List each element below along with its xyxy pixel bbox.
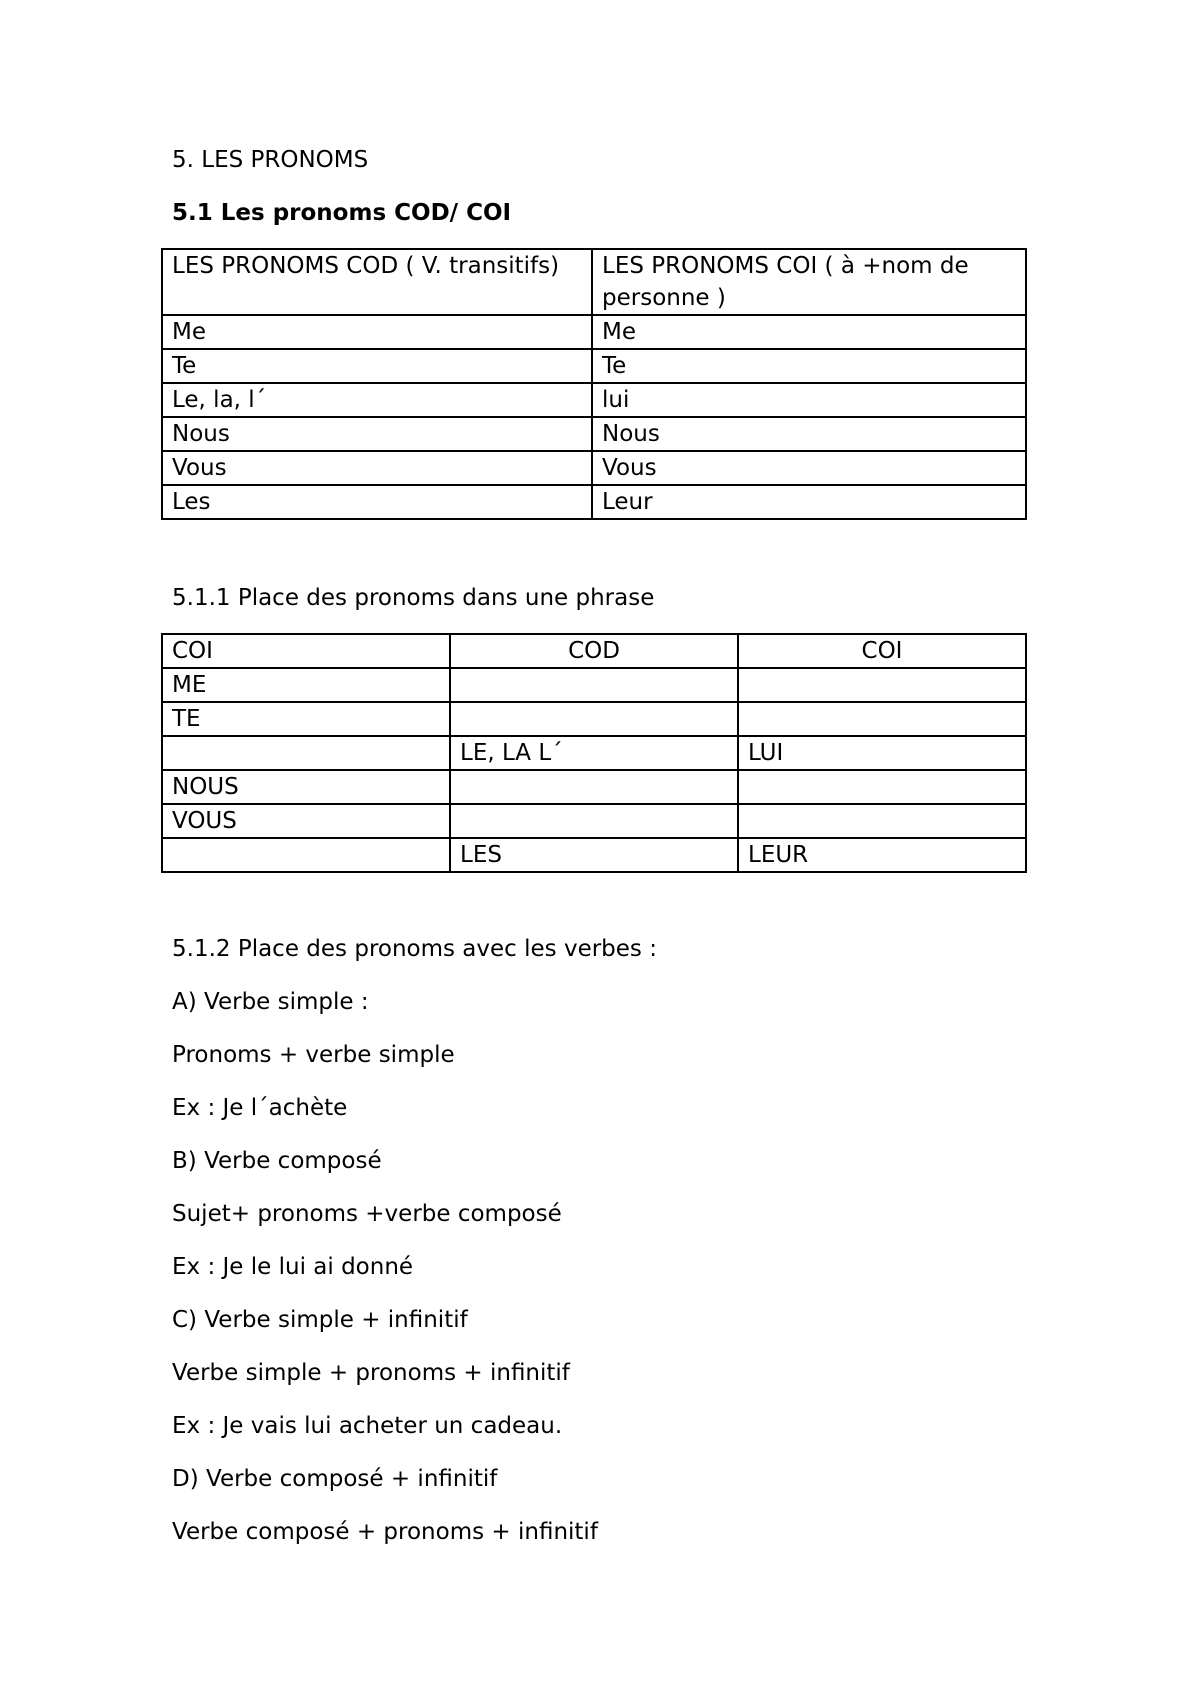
table-cell <box>738 804 1026 838</box>
rule-line: A) Verbe simple : <box>172 989 369 1015</box>
table-cell: Te <box>592 349 1026 383</box>
table-cell: Leur <box>592 485 1026 519</box>
table-header-cell: COD <box>450 634 738 668</box>
table-cell: Nous <box>162 417 592 451</box>
table-cell <box>450 668 738 702</box>
subsection-title: 5.1 Les pronoms COD/ COI <box>172 200 512 226</box>
table-cell: LEUR <box>738 838 1026 872</box>
table-header-cell: COI <box>162 634 450 668</box>
section-title: 5. LES PRONOMS <box>172 147 369 173</box>
rule-line: Verbe composé + pronoms + infinitif <box>172 1519 598 1545</box>
table-cell <box>738 668 1026 702</box>
table-header-cell: LES PRONOMS COI ( à +nom de personne ) <box>592 249 1026 315</box>
rule-line: B) Verbe composé <box>172 1148 382 1174</box>
table-cell <box>738 702 1026 736</box>
table-cell: LUI <box>738 736 1026 770</box>
table-row <box>162 838 1026 872</box>
table-header-row <box>162 249 1026 315</box>
table-cell: Vous <box>592 451 1026 485</box>
table-header-cell: LES PRONOMS COD ( V. transitifs) <box>162 249 592 315</box>
table-cell: TE <box>162 702 450 736</box>
table-cell: Les <box>162 485 592 519</box>
table-cell: LE, LA L´ <box>450 736 738 770</box>
table-cell <box>450 702 738 736</box>
rule-line: Pronoms + verbe simple <box>172 1042 455 1068</box>
subsection-512-title: 5.1.2 Place des pronoms avec les verbes : <box>172 936 657 962</box>
table-cell: lui <box>592 383 1026 417</box>
table-cell: ME <box>162 668 450 702</box>
table-cell: Me <box>162 315 592 349</box>
table-cell: Me <box>592 315 1026 349</box>
rule-line: Ex : Je vais lui acheter un cadeau. <box>172 1413 563 1439</box>
rule-line: Ex : Je le lui ai donné <box>172 1254 414 1280</box>
table-cell: VOUS <box>162 804 450 838</box>
table-row <box>162 770 1026 804</box>
table-row <box>162 702 1026 736</box>
rule-line: C) Verbe simple + infinitif <box>172 1307 468 1333</box>
table-cell <box>738 770 1026 804</box>
table-cell: Te <box>162 349 592 383</box>
rule-line: D) Verbe composé + infinitif <box>172 1466 498 1492</box>
table-row <box>162 485 1026 519</box>
table-cell <box>162 838 450 872</box>
table-row <box>162 736 1026 770</box>
table-cell <box>450 804 738 838</box>
table-cell: Vous <box>162 451 592 485</box>
pronouns-table <box>161 248 1027 520</box>
table-cell: Le, la, l´ <box>162 383 592 417</box>
table-cell <box>162 736 450 770</box>
table-row <box>162 349 1026 383</box>
table-header-row <box>162 634 1026 668</box>
table-cell: NOUS <box>162 770 450 804</box>
table-row <box>162 668 1026 702</box>
table-row <box>162 417 1026 451</box>
table-cell <box>450 770 738 804</box>
table-row <box>162 315 1026 349</box>
pronoun-order-table <box>161 633 1027 873</box>
table-cell: Nous <box>592 417 1026 451</box>
table-row <box>162 383 1026 417</box>
table-row <box>162 451 1026 485</box>
rule-line: Sujet+ pronoms +verbe composé <box>172 1201 562 1227</box>
rule-line: Ex : Je l´achète <box>172 1095 348 1121</box>
table-cell: LES <box>450 838 738 872</box>
table-header-cell: COI <box>738 634 1026 668</box>
rule-line: Verbe simple + pronoms + infinitif <box>172 1360 570 1386</box>
subsection-511-title: 5.1.1 Place des pronoms dans une phrase <box>172 585 655 611</box>
table-row <box>162 804 1026 838</box>
